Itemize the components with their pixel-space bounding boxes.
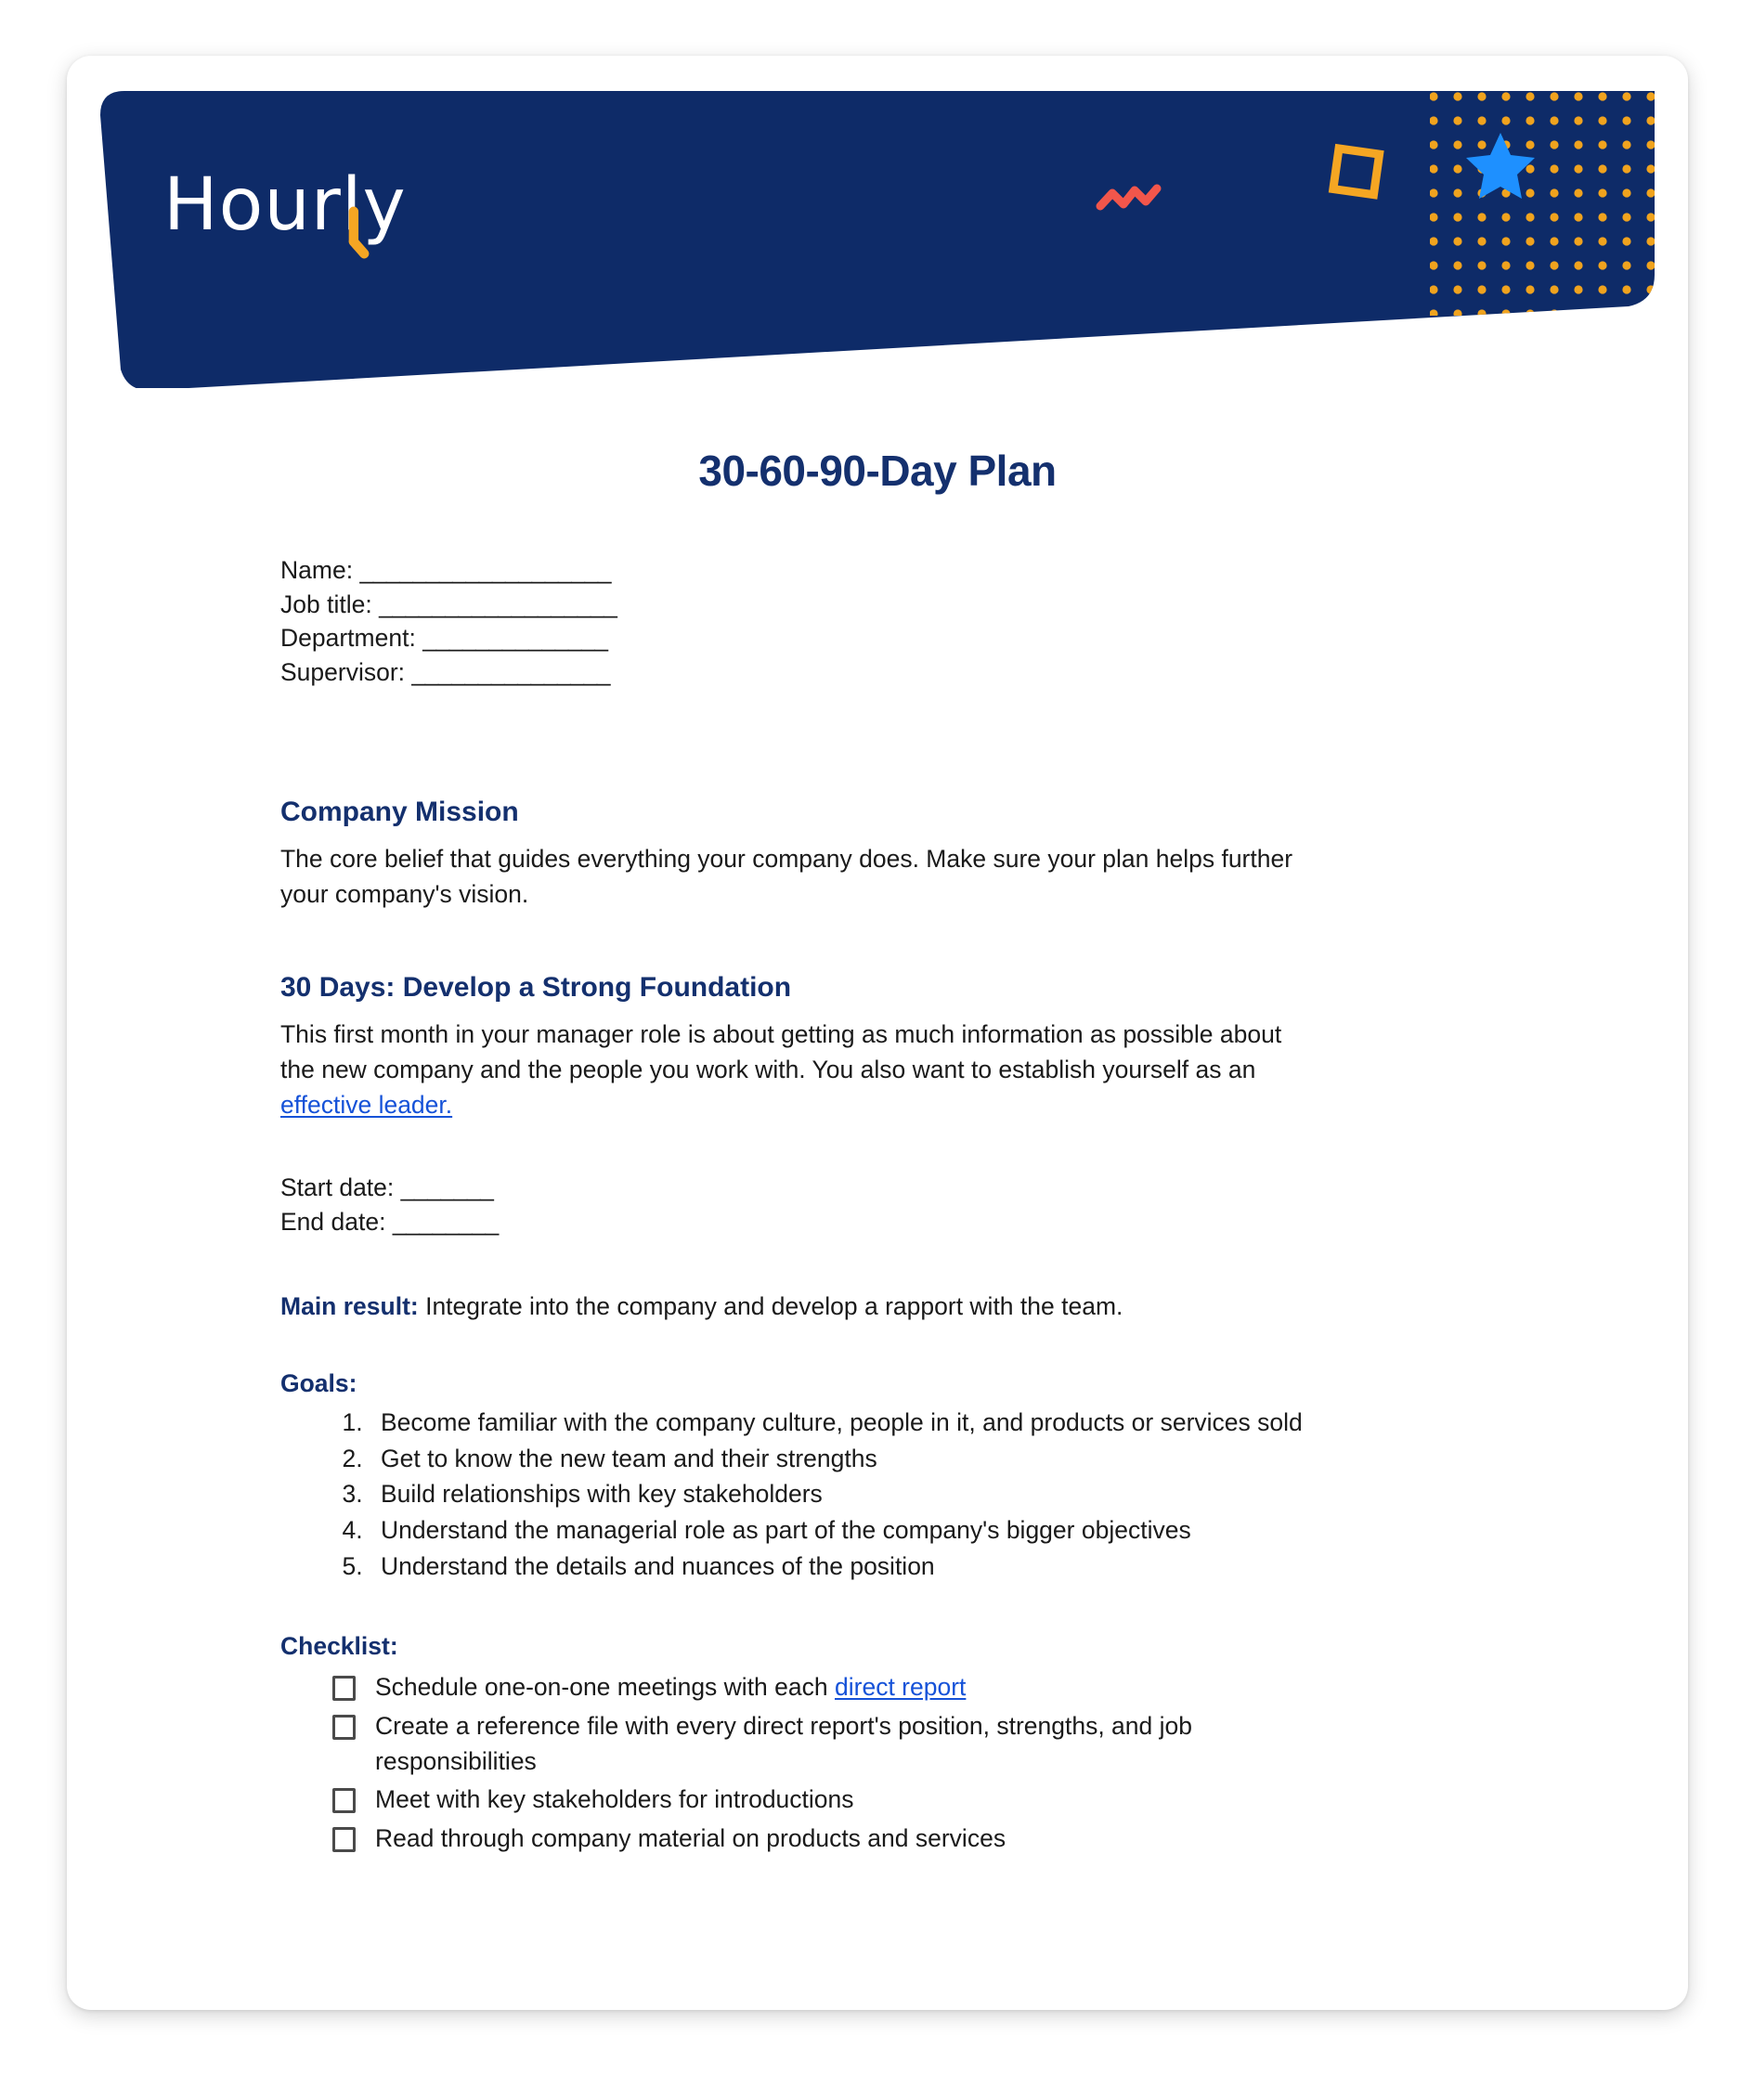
hourly-logo [163, 163, 407, 247]
document-content [280, 553, 1549, 1856]
document-body [67, 388, 1688, 1860]
list-item [332, 1782, 1331, 1818]
checklist-item-text: Create a reference file with every direct report's position, strengths, and job responsibilities [375, 1711, 1192, 1775]
field-name-label: Name: [280, 556, 354, 584]
end-date-field [280, 1205, 1549, 1239]
logo-text: Hourly [163, 163, 407, 247]
direct-report-link[interactable]: direct report [835, 1673, 967, 1702]
section-heading-company-mission: Company Mission [280, 797, 519, 828]
identity-fields [280, 553, 1549, 689]
list-item [332, 1670, 1331, 1705]
start-date-field [280, 1171, 1549, 1205]
checklist-item-text: Meet with key stakeholders for introductions [375, 1785, 854, 1814]
checklist-item-text: Schedule one-on-one meetings with each [375, 1673, 835, 1702]
checkbox-icon[interactable] [332, 1676, 356, 1701]
field-supervisor-blank[interactable]: _______________ [411, 657, 610, 686]
section-heading-30-days: 30 Days: Develop a Strong Foundation [280, 971, 792, 1003]
field-job-title-blank[interactable]: __________________ [379, 590, 617, 618]
dot-grid-decoration [1430, 91, 1655, 316]
main-result-line [280, 1292, 1549, 1321]
checklist-label: Checklist: [280, 1632, 398, 1661]
list-item: 5. Understand the details and nuances of the position [370, 1549, 1328, 1585]
list-item: 1. Become familiar with the company culture, people in it, and products or services sold [370, 1406, 1328, 1441]
list-item [332, 1821, 1331, 1857]
days30-intro-text: This first month in your manager role is about getting as much information as possible about the new company and the people you work with. You also want to establish yourself as an [280, 1019, 1282, 1083]
field-job-title [280, 588, 1549, 622]
list-item: 3. Build relationships with key stakeholders [370, 1477, 1328, 1512]
field-department-label: Department: [280, 624, 416, 653]
field-department-blank[interactable]: ______________ [422, 624, 608, 653]
start-date-blank[interactable]: _______ [400, 1173, 494, 1202]
main-result-label: Main result: [280, 1292, 419, 1321]
page-title: 30-60-90-Day Plan [698, 447, 1057, 495]
main-result-text: Integrate into the company and develop a rapport with the team. [418, 1292, 1123, 1321]
checklist-item-text: Read through company material on products and services [375, 1823, 1006, 1852]
field-department [280, 621, 1549, 655]
brand-header-banner [100, 91, 1655, 388]
field-name-blank[interactable]: ___________________ [359, 556, 611, 584]
company-mission-body: The core belief that guides everything your company does. Make sure your plan helps further your company's vision. [280, 845, 1293, 909]
phase-dates [280, 1171, 1549, 1238]
goals-label: Goals: [280, 1369, 357, 1398]
end-date-label: End date: [280, 1207, 386, 1236]
field-supervisor [280, 655, 1549, 690]
effective-leader-link[interactable]: effective leader. [280, 1090, 453, 1119]
list-item [332, 1709, 1331, 1779]
checkbox-icon[interactable] [332, 1788, 356, 1813]
start-date-label: Start date: [280, 1173, 395, 1202]
list-item: 4. Understand the managerial role as part of the company's bigger objectives [370, 1513, 1328, 1549]
document-page-card [67, 56, 1688, 2010]
checkbox-icon[interactable] [332, 1715, 356, 1740]
end-date-blank[interactable]: ________ [392, 1207, 499, 1236]
checkbox-icon[interactable] [332, 1827, 356, 1852]
field-name [280, 553, 1549, 588]
list-item: 2. Get to know the new team and their strengths [370, 1442, 1328, 1477]
days30-intro-paragraph [280, 1017, 1302, 1122]
checklist [280, 1670, 1549, 1856]
goals-list [280, 1406, 1549, 1584]
field-supervisor-label: Supervisor: [280, 657, 406, 686]
field-job-title-label: Job title: [280, 590, 372, 618]
